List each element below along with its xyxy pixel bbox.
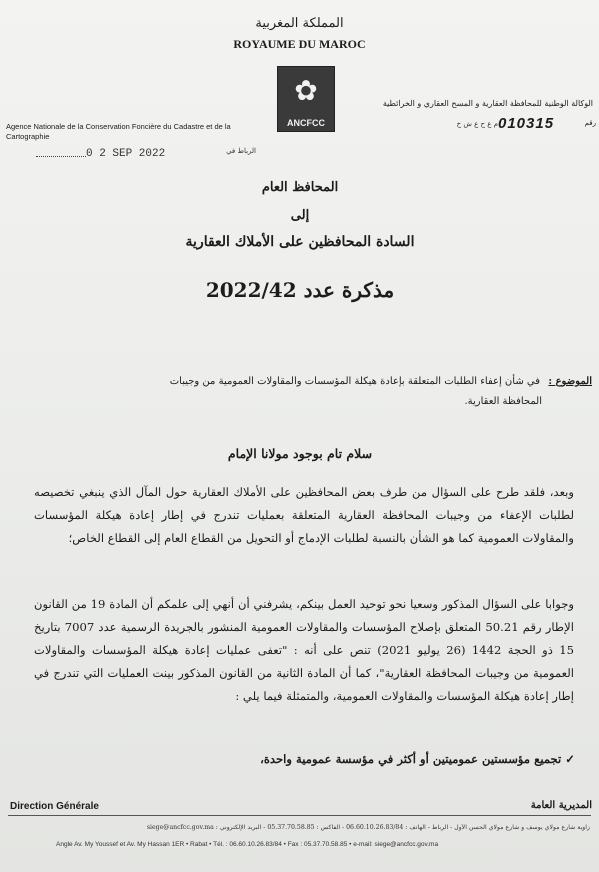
- subject-label: الموضوع :: [548, 376, 592, 387]
- sender: المحافظ العام: [261, 180, 339, 195]
- logo-acronym: ANCFCC: [287, 118, 325, 128]
- greeting: سلام تام بوجود مولانا الإمام: [227, 446, 373, 461]
- memo-title: مذكرة عدد 2022/42: [205, 278, 395, 302]
- date-stamp: 0 2 SEP 2022: [86, 148, 166, 160]
- reference-code: م ع ح ع ش خ: [456, 120, 498, 128]
- ancfcc-logo: [277, 66, 335, 132]
- logo-emblem-icon: ✿: [294, 74, 318, 107]
- reference-number: 010315: [498, 115, 555, 132]
- reference-label: رقم: [584, 119, 596, 127]
- kingdom-title-arabic: المملكة المغربية: [255, 16, 344, 31]
- agency-name-french: Agence Nationale de la Conservation Foncière du Cadastre et de la Cartographie: [6, 122, 231, 141]
- to-word: إلى: [290, 208, 310, 223]
- date-dotted-line: [36, 150, 86, 157]
- recipients: السادة المحافظين على الأملاك العقارية: [185, 234, 415, 250]
- body-paragraph-1: وبعد، فلقد طرح على السؤال من طرف بعض المحافظين على الأملاك العقارية حول المآل الذي ينبغي تخصيصه لطلبات الإعفاء من وجيبات المحافظة العقارية المتعلقة بعمليات تندرج في إطار إعادة هيكلة المؤسسات والمقاولات العمومية كما هو الشأن بالنسبة لطلبات الإدماج أو التحويل من القطاع العام إلى القطاع الخاص؛: [34, 485, 574, 545]
- body-paragraph-2: وجوابا على السؤال المذكور وسعيا نحو توحيد العمل بينكم، يشرفني أن أنهي إلى علمكم أن المادة 19 من القانون الإطار رقم 50.21 المتعلق بإصلاح المؤسسات والمقاولات العمومية المنشور بالجريدة الرسمية عدد 7007 بتاريخ 15 ذو الحجة 1442 (26 يوليو 2021) تنص على أنه : "تعفى عمليات إعادة هيكلة المؤسسات والمقاولات العمومية من وجيبات المحافظة العقارية"، كما أن المادة الثانية من القانون المذكور بينت العمليات التي تندرج في إطار إعادة هيكلة المؤسسات والمقاولات العمومية، والمتمثلة فيما يلي :: [34, 597, 574, 703]
- date-label: الرباط في: [226, 147, 256, 155]
- subject-line-1: في شأن إعفاء الطلبات المتعلقة بإعادة هيكلة المؤسسات والمقاولات العمومية من وجيبات: [169, 376, 540, 387]
- footer-direction-arabic: المديرية العامة: [530, 800, 592, 811]
- list-item: ✓ تجميع مؤسستين عموميتين أو أكثر في مؤسسة عمومية واحدة،: [260, 752, 575, 766]
- footer-address-arabic: زاوية شارع مولاي يوسف و شارع مولاي الحسن الأول - الرباط - الهاتف : 06.60.10.26.83/84 - الفاكس : 05.37.70.58.85 - البريد الإلكتروني : siege@ancfcc.gov.ma: [146, 824, 590, 831]
- footer-address-french: Angle Av. My Youssef et Av. My Hassan 1ER • Rabat • Tél. : 06.60.10.26.83/84 • Fax : 05.37.70.58.85 • e-mail: siege@ancfcc.gov.ma: [56, 841, 439, 848]
- footer-divider: [8, 815, 591, 816]
- footer-direction-french: Direction Générale: [10, 801, 99, 812]
- subject-line-2: المحافظة العقارية.: [464, 396, 542, 407]
- kingdom-title-french: ROYAUME DU MAROC: [233, 37, 366, 51]
- agency-name-arabic: الوكالة الوطنية للمحافظة العقارية و المسح العقاري و الخرائطية: [382, 99, 593, 108]
